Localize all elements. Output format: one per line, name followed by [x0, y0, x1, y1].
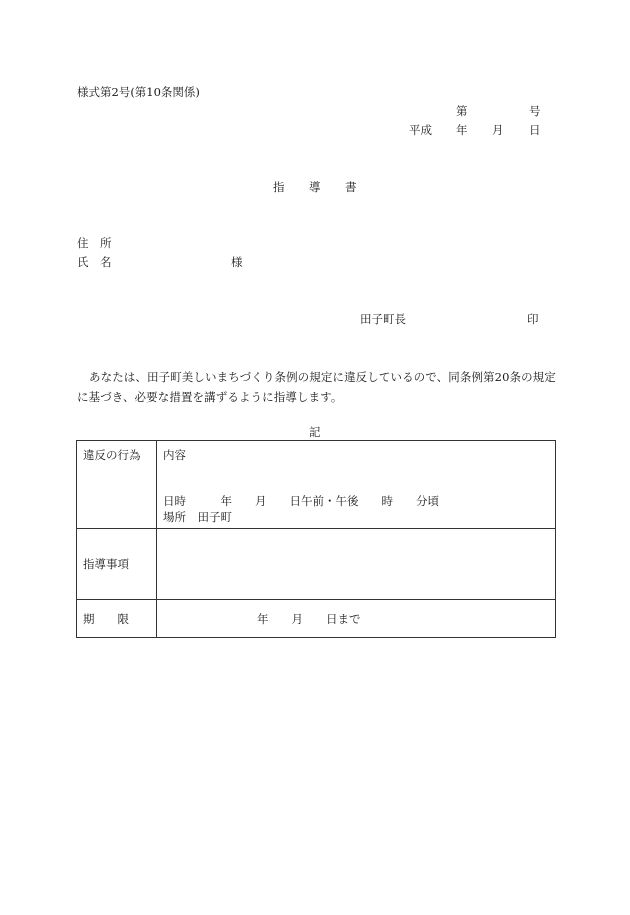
deadline-value: 年 月 日まで [257, 612, 361, 626]
seal-mark: 印 [527, 312, 539, 326]
document-title-char-1: 指 [273, 180, 285, 194]
date-day: 日 [529, 123, 541, 137]
date-era: 平成 [409, 123, 432, 137]
form-number: 様式第2号(第10条関係) [77, 85, 200, 99]
datetime-line: 日時 年 月 日午前・午後 時 分頃 [163, 494, 439, 508]
issuer-title: 田子町長 [360, 312, 406, 326]
content-label: 内容 [163, 448, 186, 462]
table-row-guidance [77, 529, 556, 600]
guidance-label-cell [77, 529, 157, 600]
date-year: 年 [456, 123, 468, 137]
deadline-value-cell [157, 600, 556, 638]
address-label: 住 所 [77, 236, 112, 250]
guidance-content-cell [157, 529, 556, 600]
deadline-label: 期 限 [83, 612, 129, 626]
name-label: 氏 名 [77, 255, 112, 269]
guidance-label: 指導事項 [83, 557, 129, 571]
table-row-deadline [77, 600, 556, 638]
place-line: 場所 田子町 [163, 510, 232, 524]
number-suffix: 号 [529, 104, 541, 118]
violation-label-cell [77, 441, 157, 529]
date-month: 月 [492, 123, 504, 137]
violation-label: 違反の行為 [83, 448, 141, 462]
ki-heading: 記 [309, 425, 321, 439]
document-title-char-3: 書 [345, 180, 357, 194]
honorific: 様 [231, 255, 243, 269]
number-prefix: 第 [456, 104, 468, 118]
deadline-label-cell [77, 600, 157, 638]
notice-body: あなたは、田子町美しいまちづくり条例の規定に違反しているので、同条例第20条の規定に基づき、必要な措置を講ずるように指導します。 [77, 370, 556, 404]
guidance-table [76, 440, 556, 638]
table-row-violation [77, 441, 556, 529]
violation-content-cell [157, 441, 556, 529]
document-title-char-2: 導 [309, 180, 321, 194]
